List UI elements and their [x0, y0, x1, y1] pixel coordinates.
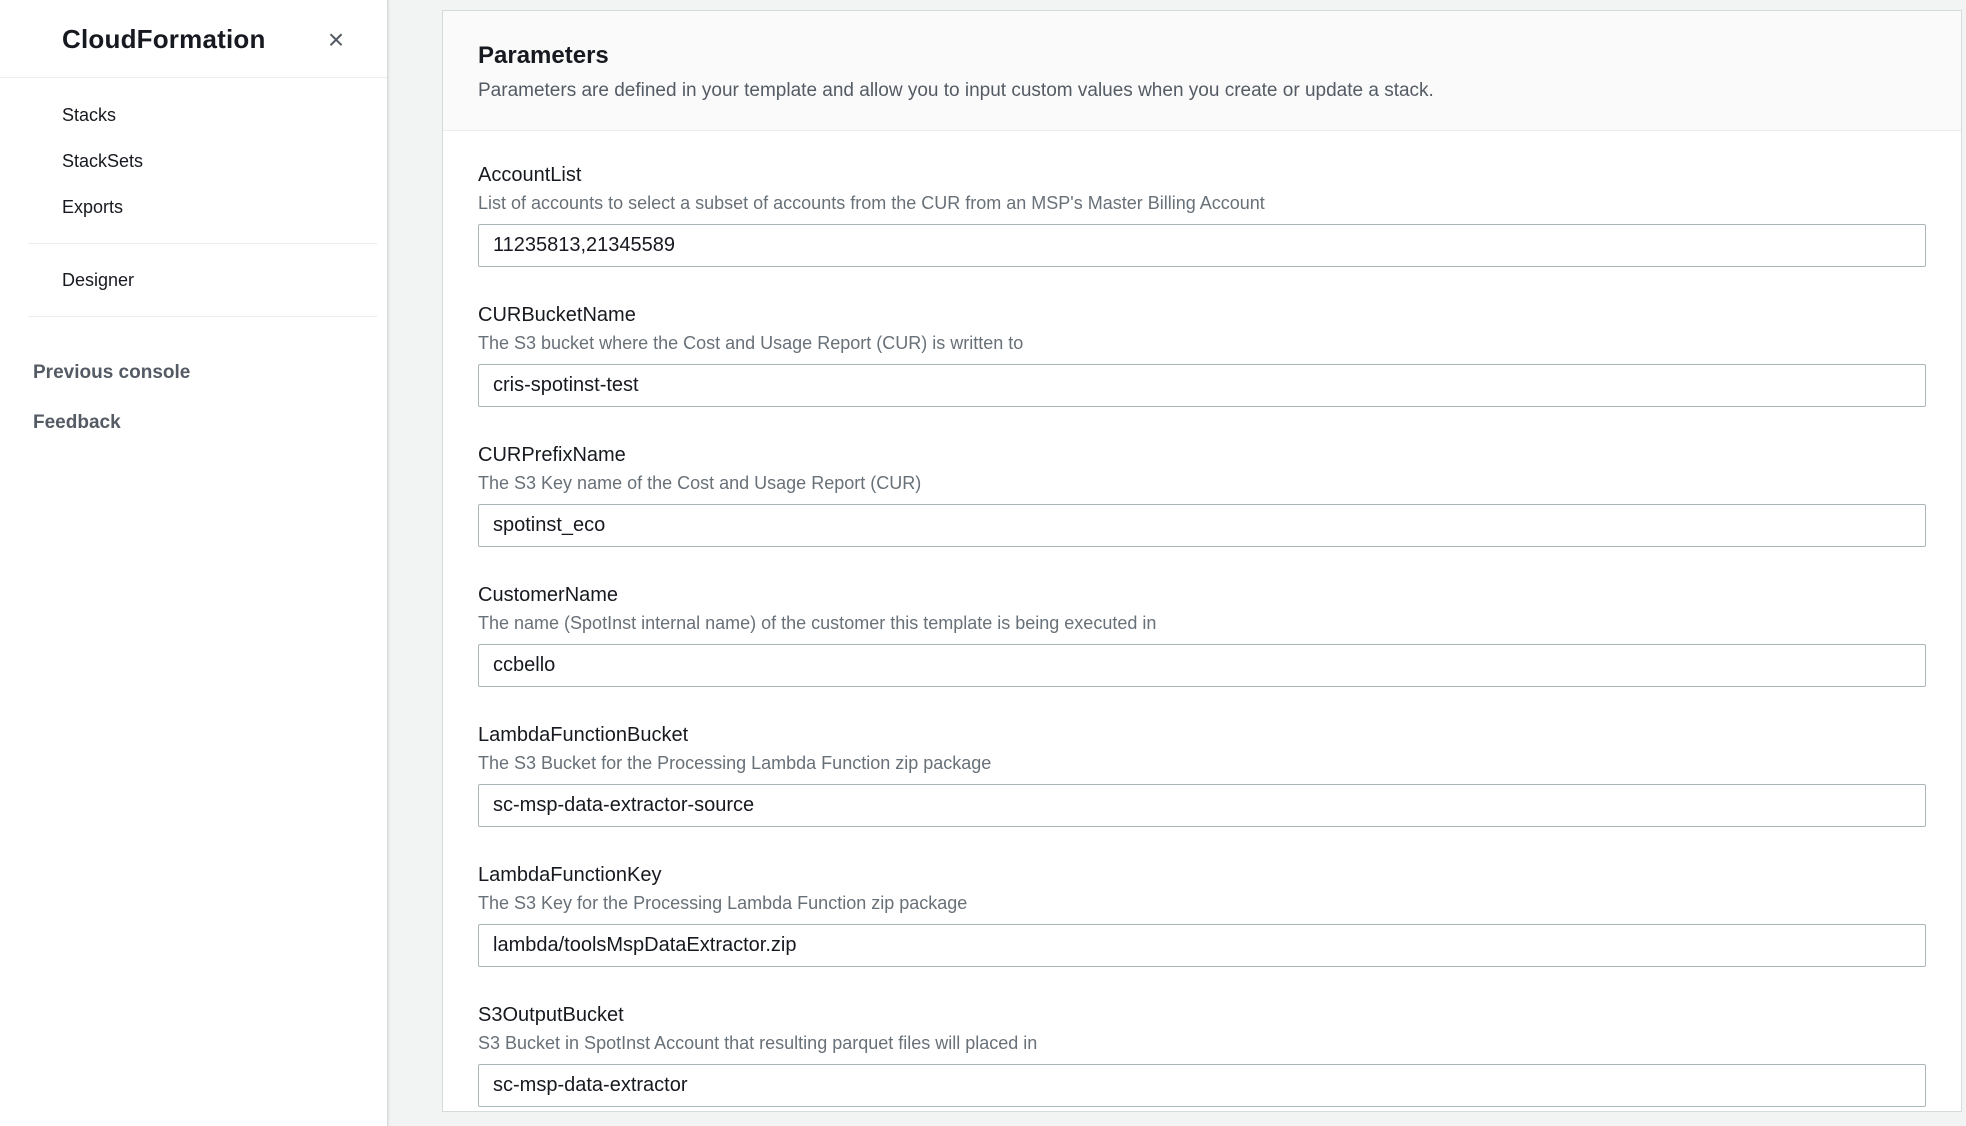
field-label: S3OutputBucket: [478, 1004, 624, 1026]
field-curprefixname: [478, 443, 1926, 547]
lambdafunctionkey-input[interactable]: [478, 924, 1926, 967]
parameters-panel-header: [443, 11, 1961, 131]
field-label: CustomerName: [478, 584, 619, 606]
sidebar: [0, 0, 388, 1126]
accountlist-input[interactable]: [478, 224, 1926, 267]
page-title: Parameters: [478, 42, 609, 69]
field-lambdafunctionbucket: [478, 723, 1926, 827]
close-icon[interactable]: ×: [321, 25, 351, 55]
service-title: CloudFormation: [62, 24, 266, 54]
sidebar-item-stacks[interactable]: Stacks: [62, 105, 117, 125]
sidebar-item-stacksets[interactable]: StackSets: [62, 151, 144, 171]
parameters-form: [443, 131, 1961, 1126]
field-label: LambdaFunctionBucket: [478, 724, 689, 746]
sidebar-item-designer[interactable]: Designer: [62, 270, 135, 290]
main-content: [388, 0, 1966, 1126]
field-description: The S3 Bucket for the Processing Lambda Function zip package: [478, 753, 992, 773]
s3outputbucket-input[interactable]: [478, 1064, 1926, 1107]
sidebar-footer: [0, 348, 387, 448]
field-label: CURBucketName: [478, 304, 636, 326]
field-description: The S3 bucket where the Cost and Usage Report (CUR) is written to: [478, 333, 1024, 353]
page-subtitle: Parameters are defined in your template and allow you to input custom values when you create or update a stack.: [478, 80, 1434, 101]
sidebar-divider: [28, 316, 377, 317]
curbucketname-input[interactable]: [478, 364, 1926, 407]
field-label: CURPrefixName: [478, 444, 626, 466]
field-lambdafunctionkey: [478, 863, 1926, 967]
sidebar-item-exports[interactable]: Exports: [62, 197, 124, 217]
curprefixname-input[interactable]: [478, 504, 1926, 547]
field-description: The name (SpotInst internal name) of the customer this template is being executed in: [478, 613, 1157, 633]
field-description: S3 Bucket in SpotInst Account that resulting parquet files will placed in: [478, 1033, 1038, 1053]
field-description: List of accounts to select a subset of accounts from the CUR from an MSP's Master Billing Account: [478, 193, 1265, 213]
field-curbucketname: [478, 303, 1926, 407]
sidebar-divider: [28, 243, 377, 244]
parameters-panel: [442, 10, 1962, 1112]
field-s3outputbucket: [478, 1003, 1926, 1107]
lambdafunctionbucket-input[interactable]: [478, 784, 1926, 827]
sidebar-item-feedback[interactable]: Feedback: [33, 412, 121, 433]
field-label: LambdaFunctionKey: [478, 864, 662, 886]
field-label: AccountList: [478, 164, 582, 186]
sidebar-item-previous-console[interactable]: Previous console: [33, 362, 191, 383]
field-description: The S3 Key name of the Cost and Usage Report (CUR): [478, 473, 922, 493]
field-accountlist: [478, 163, 1926, 267]
customername-input[interactable]: [478, 644, 1926, 687]
sidebar-nav: [0, 78, 387, 330]
sidebar-header: [0, 0, 387, 78]
field-customername: [478, 583, 1926, 687]
field-description: The S3 Key for the Processing Lambda Function zip package: [478, 893, 968, 913]
